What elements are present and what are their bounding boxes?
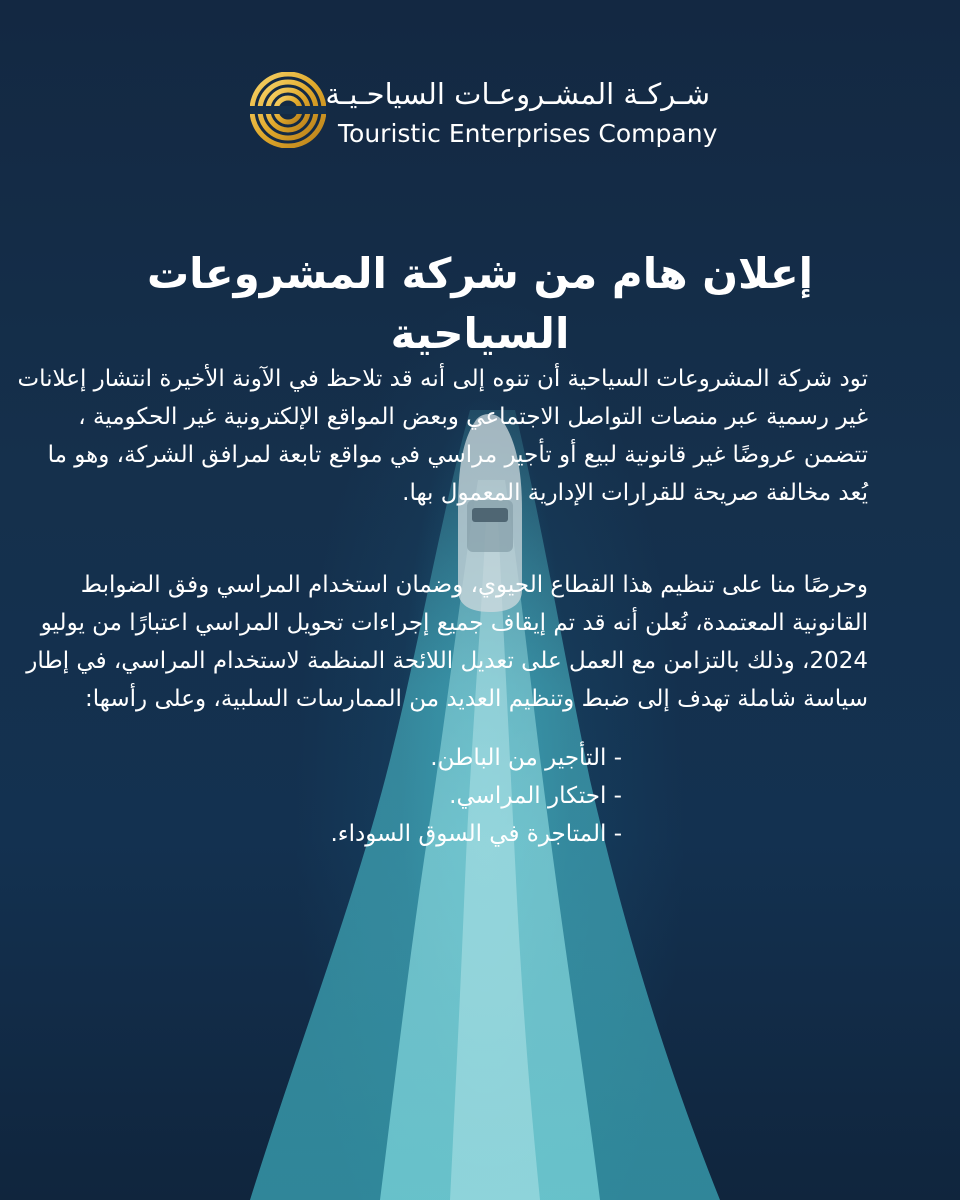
company-logo: [250, 72, 718, 162]
paragraph-1-line: غير رسمية عبر منصات التواصل الاجتماعي وبعض المواقع الإلكترونية غير الحكومية ،: [78, 404, 868, 430]
paragraph-1-line: تود شركة المشروعات السياحية أن تنوه إلى أنه قد تلاحظ في الآونة الأخيرة انتشار إعلانات: [17, 366, 868, 392]
practices-list: [62, 739, 622, 853]
announcement-paragraph-2: [26, 566, 868, 718]
concentric-rings-logo-icon: [250, 72, 326, 148]
paragraph-1-line: تتضمن عروضًا غير قانونية لبيع أو تأجير مراسي في مواقع تابعة لمرافق الشركة، وهو ما: [47, 442, 868, 468]
logo-name-arabic: شـركـة المشـروعـات السياحـيـة: [325, 77, 710, 111]
list-item: - التأجير من الباطن.: [430, 745, 622, 771]
logo-name-english: Touristic Enterprises Company: [338, 119, 718, 148]
announcement-headline: إعلان هام من شركة المشروعات السياحية: [146, 249, 814, 358]
paragraph-2-line: وحرصًا منا على تنظيم هذا القطاع الحيوي، وضمان استخدام المراسي وفق الضوابط: [80, 572, 868, 598]
paragraph-2-line: 2024، وذلك بالتزامن مع العمل على تعديل اللائحة المنظمة لاستخدام المراسي، في إطار: [26, 648, 868, 674]
paragraph-2-line: سياسة شاملة تهدف إلى ضبط وتنظيم العديد من الممارسات السلبية، وعلى رأسها:: [85, 686, 868, 712]
list-item: - احتكار المراسي.: [449, 783, 622, 809]
paragraph-1-line: يُعد مخالفة صريحة للقرارات الإدارية المعمول بها.: [402, 480, 868, 506]
list-item: - المتاجرة في السوق السوداء.: [330, 821, 622, 847]
paragraph-2-line: القانونية المعتمدة، نُعلن أنه قد تم إيقاف جميع إجراءات تحويل المراسي اعتبارًا من يوليو: [40, 610, 868, 636]
announcement-paragraph-1: [17, 360, 868, 512]
